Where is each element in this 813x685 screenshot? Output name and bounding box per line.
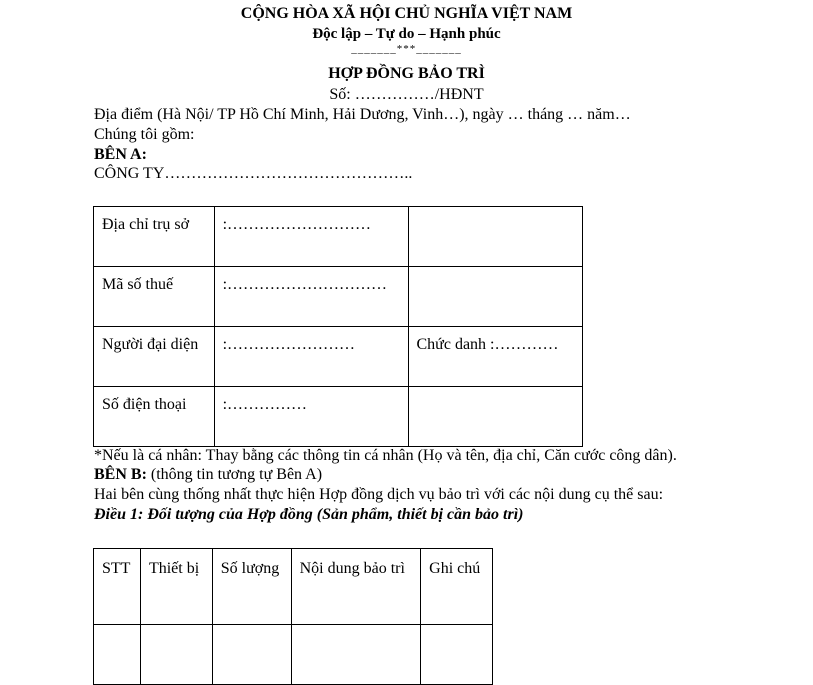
table-cell — [140, 625, 212, 685]
national-motto: Độc lập – Tự do – Hạnh phúc — [312, 26, 501, 42]
contract-number: Số: ……………/HĐNT — [329, 86, 484, 103]
article-1-heading: Điều 1: Đối tượng của Hợp đồng (Sản phẩm, thiết bị cần bảo trì) — [94, 506, 524, 523]
row-label: Địa chỉ trụ sở — [102, 216, 190, 233]
row-value: :…………… — [222, 396, 308, 413]
party-a-heading: BÊN A: — [94, 146, 147, 163]
row-extra — [409, 267, 583, 276]
party-b-desc: (thông tin tương tự Bên A) — [146, 466, 323, 483]
party-b-heading: BÊN B: — [94, 466, 147, 483]
table-header-row — [94, 549, 493, 625]
agreement-line: Hai bên cùng thống nhất thực hiện Hợp đồng dịch vụ bảo trì với các nội dung cụ thể sau: — [94, 486, 664, 503]
table-row — [94, 625, 493, 685]
row-value: :…………………… — [222, 336, 356, 353]
intro-line: Chúng tôi gồm: — [94, 126, 195, 143]
table-row — [94, 327, 583, 387]
party-b-line — [94, 465, 322, 484]
place-date-line: Địa điểm (Hà Nội/ TP Hồ Chí Minh, Hải Dương, Vinh…), ngày … tháng … năm… — [94, 106, 631, 123]
party-a-company: CÔNG TY……………………………………….. — [94, 165, 413, 182]
row-value: :……………………… — [222, 216, 372, 233]
table-row — [94, 387, 583, 447]
goods-table — [93, 548, 493, 685]
row-extra: Chức danh :………… — [416, 336, 559, 353]
row-extra — [409, 387, 583, 396]
table-row — [94, 267, 583, 327]
table-cell — [291, 625, 421, 685]
column-header: Thiết bị — [148, 560, 200, 577]
table-cell — [212, 625, 291, 685]
contract-title: HỢP ĐỒNG BẢO TRÌ — [328, 65, 485, 82]
table-row — [94, 207, 583, 267]
table-cell — [94, 625, 141, 685]
column-header: Nội dung bảo trì — [299, 560, 405, 577]
header-separator: _______***_______ — [351, 43, 462, 55]
party-a-table — [93, 206, 583, 447]
column-header: Số lượng — [220, 560, 280, 577]
column-header: Ghi chú — [429, 560, 481, 577]
row-value: :………………………… — [222, 276, 388, 293]
row-label: Mã số thuế — [102, 276, 174, 293]
country-name: CỘNG HÒA XÃ HỘI CHỦ NGHĨA VIỆT NAM — [240, 5, 573, 22]
row-label: Người đại diện — [102, 336, 199, 353]
column-header: STT — [102, 560, 131, 577]
row-extra — [409, 207, 583, 216]
individual-note: *Nếu là cá nhân: Thay bằng các thông tin cá nhân (Họ và tên, địa chỉ, Căn cước công dân). — [94, 447, 677, 464]
table-cell — [421, 625, 493, 685]
row-label: Số điện thoại — [102, 396, 187, 413]
